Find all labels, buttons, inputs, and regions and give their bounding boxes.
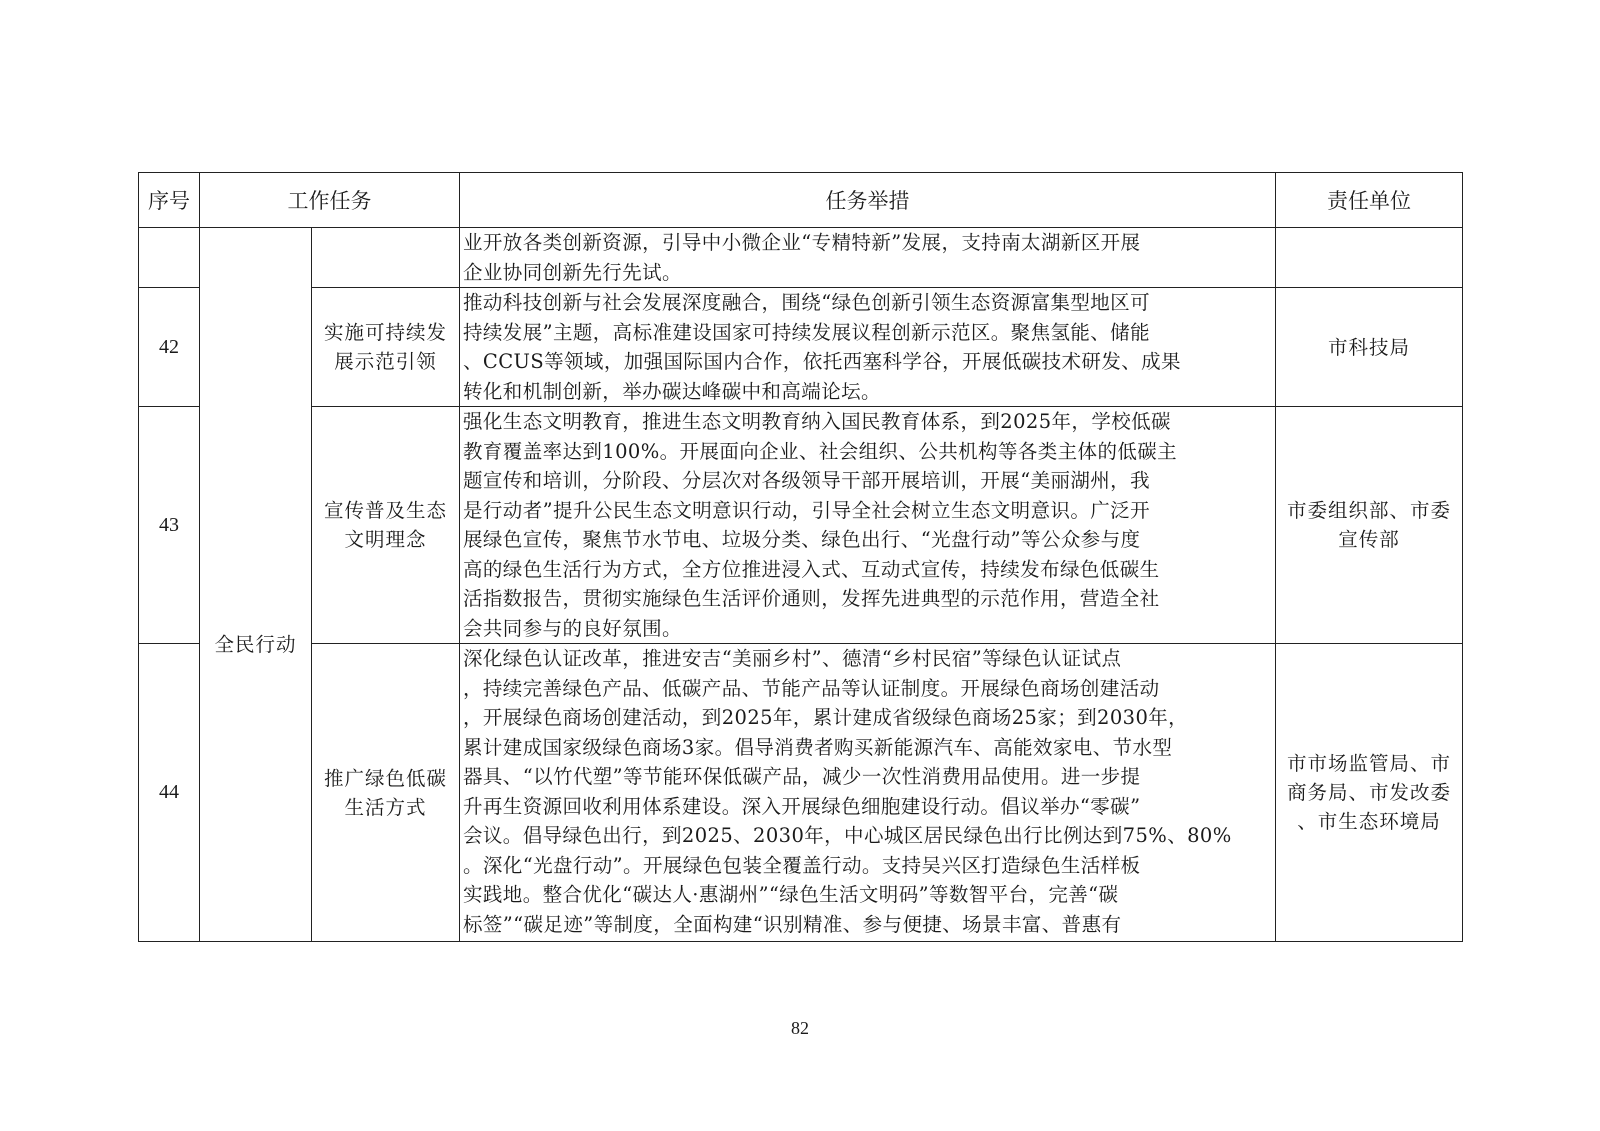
row-number: 44 — [139, 644, 200, 942]
measure-line: 推动科技创新与社会发展深度融合，围绕“绿色创新引领生态资源富集型地区可 — [463, 291, 1150, 314]
measure-line: 教育覆盖率达到100%。开展面向企业、社会组织、公共机构等各类主体的低碳主 — [463, 439, 1178, 463]
measures-cell — [460, 644, 1276, 942]
subtask-line: 推广绿色低碳 — [323, 766, 447, 790]
table-row — [139, 228, 1463, 288]
table-row — [139, 288, 1463, 407]
subtask-cell — [312, 288, 460, 407]
measure-line: 累计建成国家级绿色商场3家。倡导消费者购买新能源汽车、高能效家电、节水型 — [463, 735, 1173, 759]
measures-cell — [460, 407, 1276, 644]
measure-line: 高的绿色生活行为方式，全方位推进浸入式、互动式宣传，持续发布绿色低碳生 — [463, 557, 1160, 581]
unit-line: 商务局、市发改委 — [1286, 781, 1451, 804]
measure-line: 展绿色宣传，聚焦节水节电、垃圾分类、绿色出行、“光盘行动”等公众参与度 — [463, 528, 1141, 551]
page-number: 82 — [791, 1018, 809, 1038]
row-number — [139, 228, 200, 288]
table-header-row — [139, 173, 1463, 228]
header-unit: 责任单位 — [1276, 173, 1463, 228]
measure-line: 深化绿色认证改革，推进安吉“美丽乡村”、德清“乡村民宿”等绿色认证试点 — [463, 647, 1122, 670]
task-table — [138, 172, 1463, 942]
table-row — [139, 644, 1463, 942]
measures-cell — [460, 228, 1276, 288]
unit-line: 市科技局 — [1327, 335, 1410, 359]
unit-line: 市市场监管局、市 — [1286, 752, 1451, 775]
category-cell — [200, 228, 312, 942]
unit-line: 宣传部 — [1338, 528, 1400, 551]
measure-line: 会议。倡导绿色出行，到2025、2030年，中心城区居民绿色出行比例达到75%、80% — [463, 824, 1232, 847]
measure-line: 标签”“碳足迹”等制度，全面构建“识别精准、参与便捷、场景丰富、普惠有 — [463, 912, 1122, 936]
measures-cell — [460, 288, 1276, 407]
row-number: 43 — [139, 407, 200, 644]
measure-line: 题宣传和培训，分阶段、分层次对各级领导干部开展培训，开展“美丽湖州，我 — [463, 469, 1150, 492]
subtask-line: 展示范引领 — [334, 350, 437, 373]
unit-line: 、市生态环境局 — [1297, 810, 1441, 833]
measure-line: 是行动者”提升公民生态文明意识行动，引导全社会树立生态文明意识。广泛开 — [463, 498, 1150, 522]
category-label: 全民行动 — [214, 633, 297, 656]
subtask-cell — [312, 407, 460, 644]
header-task: 工作任务 — [200, 173, 460, 228]
measure-line: 升再生资源回收利用体系建设。深入开展绿色细胞建设行动。倡议举办“零碳” — [463, 794, 1141, 818]
measure-line: 强化生态文明教育，推进生态文明教育纳入国民教育体系，到2025年，学校低碳 — [463, 410, 1171, 433]
unit-cell — [1276, 228, 1463, 288]
measure-line: ，开展绿色商场创建活动，到2025年，累计建成省级绿色商场25家；到2030年， — [463, 706, 1189, 729]
measure-line: 企业协同创新先行先试。 — [463, 260, 682, 284]
unit-cell — [1276, 644, 1463, 942]
measure-line: 。深化“光盘行动”。开展绿色包装全覆盖行动。支持吴兴区打造绿色生活样板 — [463, 853, 1141, 877]
measure-line: 器具、“以竹代塑”等节能环保低碳产品，减少一次性消费用品使用。进一步提 — [463, 765, 1141, 788]
measure-line: 业开放各类创新资源，引导中小微企业“专精特新”发展，支持南太湖新区开展 — [463, 231, 1141, 254]
measure-line: 实践地。整合优化“碳达人·惠湖州”“绿色生活文明码”等数智平台，完善“碳 — [463, 883, 1119, 906]
subtask-cell — [312, 228, 460, 288]
subtask-line: 宣传普及生态 — [323, 499, 447, 522]
measure-line: 会共同参与的良好氛围。 — [463, 616, 682, 640]
subtask-line: 生活方式 — [344, 795, 427, 819]
subtask-line: 实施可持续发 — [323, 321, 447, 344]
measure-line: 活指数报告，贯彻实施绿色生活评价通则，发挥先进典型的示范作用，营造全社 — [463, 587, 1160, 610]
unit-cell — [1276, 288, 1463, 407]
row-number: 42 — [139, 288, 200, 407]
subtask-cell — [312, 644, 460, 942]
header-measures: 任务举措 — [460, 173, 1276, 228]
header-no: 序号 — [139, 173, 200, 228]
measure-line: ，持续完善绿色产品、低碳产品、节能产品等认证制度。开展绿色商场创建活动 — [463, 676, 1160, 700]
table-row — [139, 407, 1463, 644]
measure-line: 持续发展”主题，高标准建设国家可持续发展议程创新示范区。聚焦氢能、储能 — [463, 320, 1150, 344]
measure-line: 、CCUS等领域，加强国际国内合作，依托西塞科学谷，开展低碳技术研发、成果 — [463, 350, 1181, 373]
unit-cell — [1276, 407, 1463, 644]
unit-line: 市委组织部、市委 — [1286, 499, 1451, 522]
measure-line: 转化和机制创新，举办碳达峰碳中和高端论坛。 — [463, 379, 881, 403]
subtask-line: 文明理念 — [344, 528, 427, 551]
